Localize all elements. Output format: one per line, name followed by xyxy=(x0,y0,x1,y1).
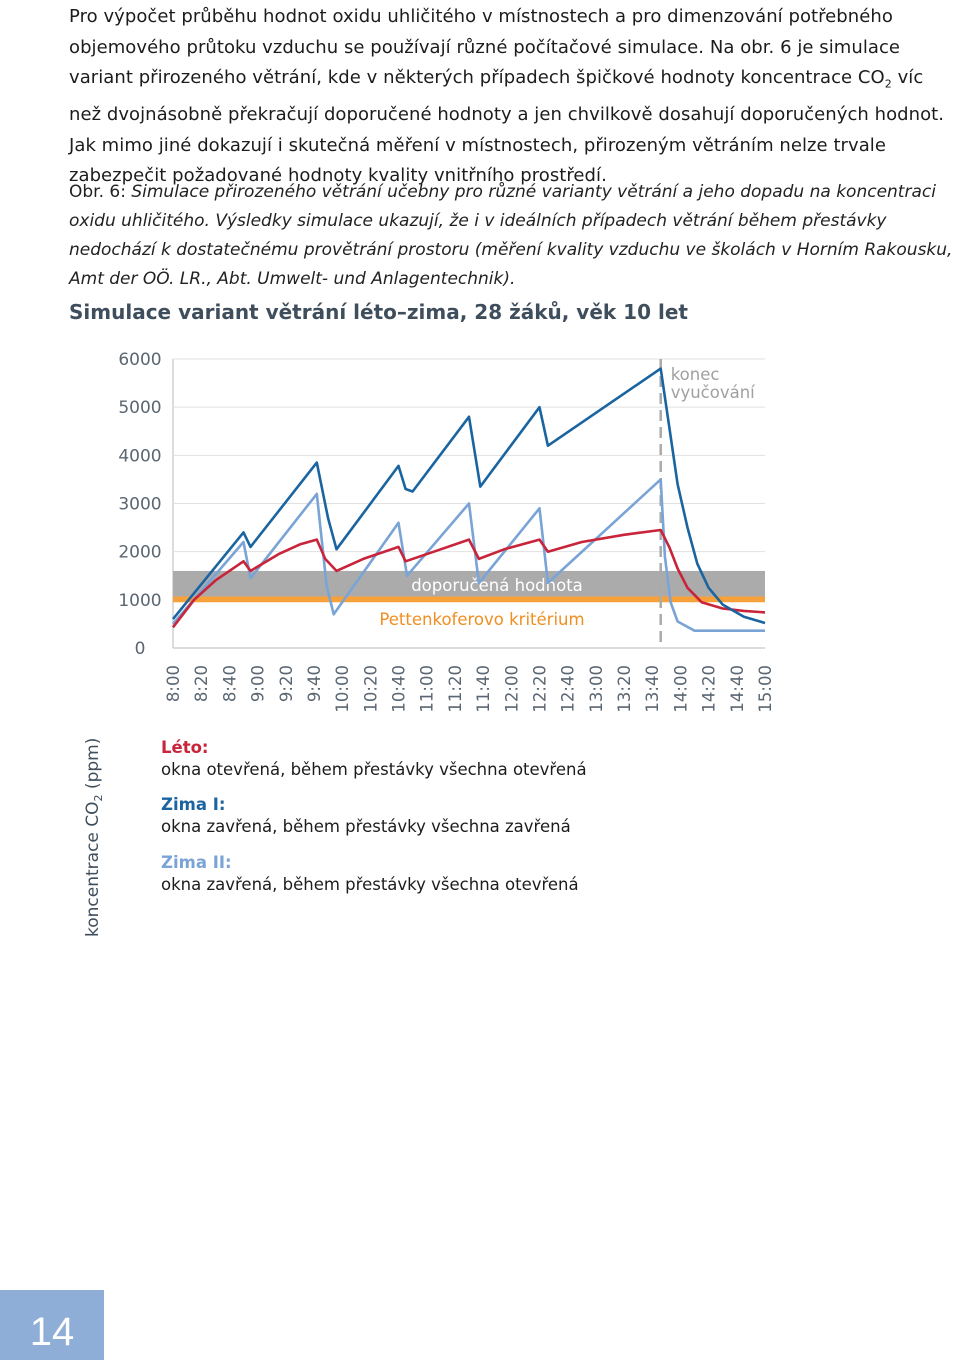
caption-lead: Obr. 6: xyxy=(69,182,126,202)
x-tick-label: 13:20 xyxy=(615,665,635,713)
x-tick-label: 10:40 xyxy=(389,665,409,713)
end-marker-label: konec xyxy=(670,365,720,384)
caption-text: Simulace přirozeného větrání učebny pro různé varianty větrání a jeho dopadu na koncentraci oxidu uhličitého. Výsledky simulace ukazují, že i v ideálních případech větrání během přestávky nedochází k dostatečnému provětrání prostoru (měření kvality vzduchu ve školách v Horním Rakousku, Amt der OÖ. LR., Abt. Umwelt- und Anlagentechnik). xyxy=(69,182,953,289)
y-tick-label: 3000 xyxy=(118,494,162,515)
x-tick-label: 11:20 xyxy=(445,665,465,713)
legend-desc: okna zavřená, během přestávky všechna zavřená xyxy=(161,817,571,836)
intro-text-1: Pro výpočet průběhu hodnot oxidu uhličitého v místnostech a pro dimenzování potřebného objemového průtoku vzduchu se používají různé počítačové simulace. Na obr. 6 je simulace variant přirozeného větrání, kde v některých případech špičkové hodnoty koncentrace CO xyxy=(69,6,901,88)
x-tick-label: 15:00 xyxy=(756,665,775,713)
chart-x-ticks xyxy=(164,665,775,713)
page-number-box xyxy=(0,1290,104,1360)
ylabel-sub: 2 xyxy=(92,794,105,802)
chart-title: Simulace variant větrání léto–zima, 28 žáků, věk 10 let xyxy=(69,300,688,324)
y-tick-label: 1000 xyxy=(118,590,162,611)
y-tick-label: 0 xyxy=(134,639,146,659)
x-tick-label: 10:00 xyxy=(333,665,353,713)
y-tick-label: 5000 xyxy=(118,398,162,419)
legend-desc: okna zavřená, během přestávky všechna otevřená xyxy=(161,875,579,894)
x-tick-label: 8:20 xyxy=(192,665,212,703)
legend-item-zima-1 xyxy=(161,794,571,838)
band-recommended-label: doporučená hodnota xyxy=(411,575,583,595)
x-tick-label: 11:00 xyxy=(417,665,437,713)
x-tick-label: 13:00 xyxy=(586,665,606,713)
end-marker-label: vyučování xyxy=(670,383,755,402)
x-tick-label: 12:00 xyxy=(502,665,522,713)
legend-item-leto xyxy=(161,737,587,781)
x-tick-label: 9:40 xyxy=(304,665,324,703)
x-tick-label: 12:40 xyxy=(558,665,578,713)
x-tick-label: 13:40 xyxy=(643,665,663,713)
intro-text-2: víc než dvojnásobně překračují doporučené hodnoty a jen chvilkově dosahují doporučených hodnot. Jak mimo jiné dokazují i skutečná měření v místnostech, přirozeným větráním nelze trvale zabezpečit požadované hodnoty kvality vnitřního prostředí. xyxy=(69,67,945,187)
x-tick-label: 8:40 xyxy=(220,665,240,703)
legend-title: Léto: xyxy=(161,738,209,757)
legend-item-zima-2 xyxy=(161,852,579,896)
page-number: 14 xyxy=(29,1310,75,1354)
legend-title: Zima II: xyxy=(161,853,232,872)
chart-y-axis-label xyxy=(83,738,105,937)
legend-desc: okna otevřená, během přestávky všechna otevřená xyxy=(161,760,587,779)
x-tick-label: 11:40 xyxy=(474,665,494,713)
legend-title: Zima I: xyxy=(161,795,226,814)
ylabel-main: koncentrace CO xyxy=(83,801,103,937)
intro-paragraph xyxy=(69,2,961,192)
chart-y-ticks xyxy=(118,350,161,659)
x-tick-label: 9:00 xyxy=(248,665,268,703)
x-tick-label: 14:00 xyxy=(671,665,691,713)
band-pettenkofer-label: Pettenkoferovo kritérium xyxy=(379,610,585,630)
intro-subscript: 2 xyxy=(884,77,892,91)
y-tick-label: 2000 xyxy=(118,542,162,563)
ylabel-unit: (ppm) xyxy=(83,737,103,795)
x-tick-label: 14:20 xyxy=(699,665,719,713)
x-tick-label: 10:20 xyxy=(361,665,381,713)
figure-caption xyxy=(69,178,961,294)
x-tick-label: 14:40 xyxy=(727,665,747,713)
y-tick-label: 4000 xyxy=(118,446,162,467)
series-line-zima-ii xyxy=(173,479,765,630)
x-tick-label: 9:20 xyxy=(276,665,296,703)
x-tick-label: 12:20 xyxy=(530,665,550,713)
band-pettenkofer xyxy=(173,596,765,602)
y-tick-label: 6000 xyxy=(118,350,162,370)
x-tick-label: 8:00 xyxy=(164,665,183,703)
